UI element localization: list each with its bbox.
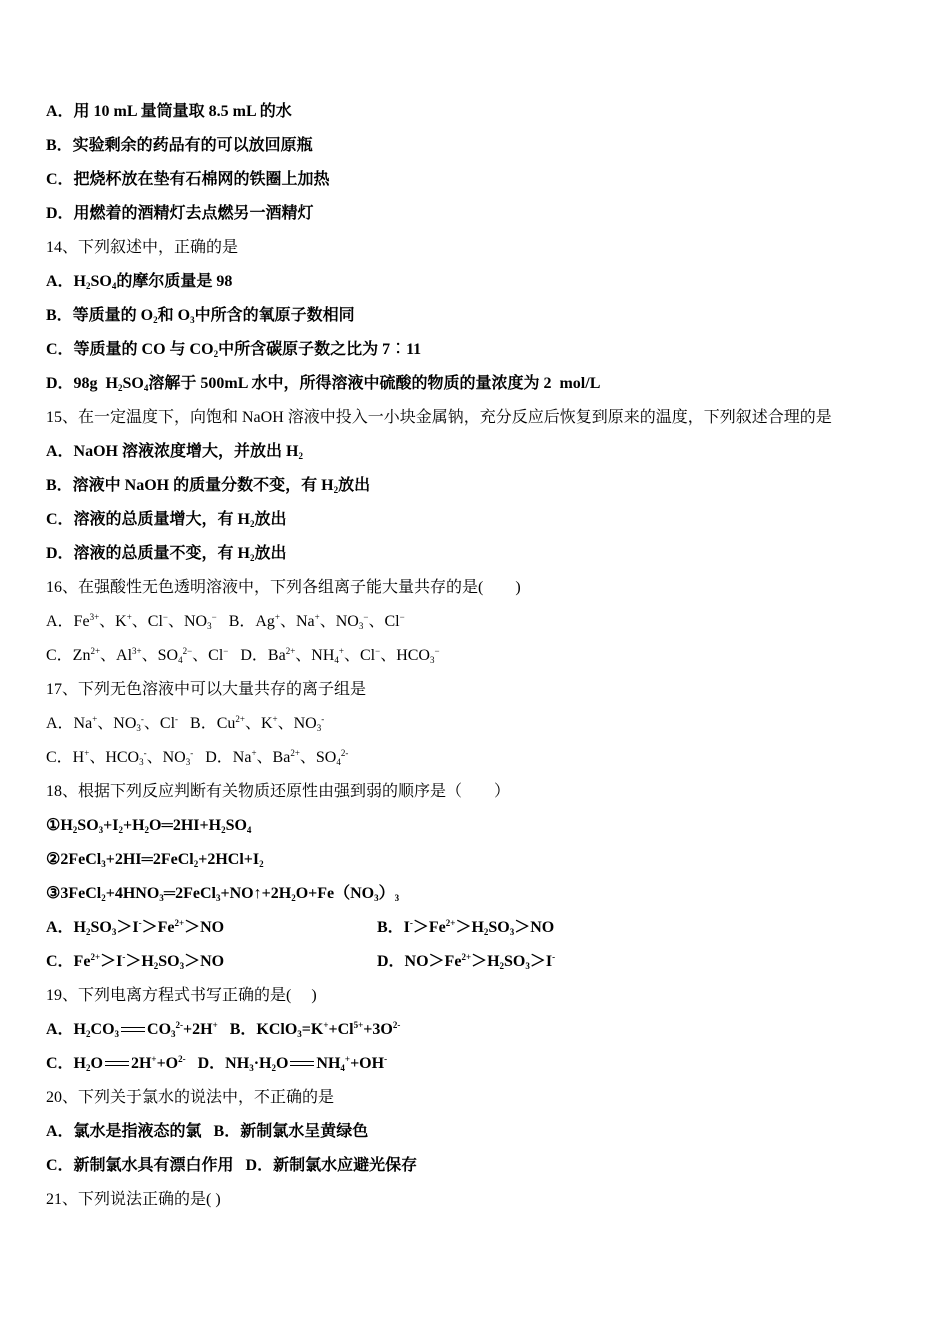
document-line <box>46 1121 368 1143</box>
text-run: C．H <box>46 1055 87 1072</box>
subscript-text: 3 <box>139 757 144 767</box>
text-run: ＞NO <box>184 953 225 970</box>
text-run: SO <box>77 817 99 834</box>
text-run: 2H <box>130 1055 152 1072</box>
supscript-text: - <box>140 714 144 724</box>
text-run: A．H <box>46 919 87 936</box>
document-line <box>46 679 366 701</box>
text-run: SO <box>488 919 510 936</box>
text-run: ＞H <box>455 919 484 936</box>
subscript-text: 3 <box>101 859 106 869</box>
supscript-text: 3+ <box>89 612 100 622</box>
text-run: 中所含的氧原子数相同 <box>194 307 355 324</box>
subscript-text: 3 <box>190 315 195 325</box>
text-run: ＞H <box>125 953 154 970</box>
equilibrium-arrow-icon <box>121 1025 145 1035</box>
supscript-text: - <box>190 748 194 758</box>
subscript-text: 2 <box>271 1063 276 1073</box>
supscript-text: 2+ <box>290 748 300 758</box>
text-run: O <box>275 1055 289 1072</box>
text-run: NH <box>316 1055 341 1072</box>
supscript-text: 2+ <box>174 918 185 928</box>
text-run: SO <box>504 953 526 970</box>
text-run: CO <box>147 1021 172 1038</box>
text-run: ） <box>378 885 395 902</box>
supscript-text: + <box>151 1054 157 1064</box>
text-run: B．I <box>377 919 410 936</box>
subscript-text: 2 <box>144 825 150 835</box>
text-run: 、NO <box>277 715 317 732</box>
text-run: D．用燃着的酒精灯去点燃另一酒精灯 <box>46 205 314 222</box>
text-run: ＞I <box>116 919 139 936</box>
text-run: 放出 <box>254 545 287 562</box>
text-run: 、Cl <box>344 647 376 664</box>
text-run: SO <box>158 953 180 970</box>
subscript-text: 2 <box>86 281 91 291</box>
subscript-text: 4 <box>143 383 149 393</box>
text-run: ·H <box>253 1055 272 1072</box>
supscript-text: 2+ <box>90 952 101 962</box>
document-line <box>46 747 348 769</box>
supscript-text: - <box>321 714 325 724</box>
subscript-text: 2 <box>86 1029 91 1039</box>
subscript-text: 4 <box>336 757 341 767</box>
document-line <box>46 781 510 803</box>
text-run: 14、下列叙述中，正确的是 <box>46 239 239 256</box>
subscript-text: 2 <box>213 349 219 359</box>
text-run: D．Na <box>193 749 252 766</box>
text-run: ＞I <box>529 953 553 970</box>
subscript-text: 3 <box>216 893 221 903</box>
text-run: +H <box>122 817 145 834</box>
supscript-text: + <box>272 714 278 724</box>
text-run: C．把烧杯放在垫有石棉网的铁圈上加热 <box>46 171 330 188</box>
text-run: ＞NO <box>184 919 225 936</box>
text-run: O <box>90 1055 103 1072</box>
text-run: 、Al <box>100 647 133 664</box>
supscript-text: + <box>314 612 320 622</box>
document-line <box>46 645 440 667</box>
text-run: A．H <box>46 273 87 290</box>
text-run: B．KClO <box>217 1021 298 1038</box>
supscript-text: - <box>143 748 147 758</box>
subscript-text: 3 <box>111 927 117 937</box>
text-run: C．Fe <box>46 953 91 970</box>
subscript-text: 2 <box>118 383 123 393</box>
supscript-text: − <box>223 646 229 656</box>
text-run: +I <box>103 817 119 834</box>
text-run: A．Fe <box>46 613 90 630</box>
text-run: 、SO <box>141 647 179 664</box>
supscript-text: - <box>175 714 179 724</box>
text-run: 、K <box>99 613 127 630</box>
document-line <box>46 339 421 361</box>
option-column-2 <box>377 951 555 973</box>
text-run: 、NO <box>167 613 208 630</box>
subscript-text: 2 <box>483 927 489 937</box>
document-line <box>46 985 317 1007</box>
text-run: 15、在一定温度下，向饱和 NaOH 溶液中投入一小块金属钠，充分反应后恢复到原来的温度，下列叙述合理的是 <box>46 409 832 426</box>
document-line <box>46 271 232 293</box>
supscript-text: 2+ <box>461 952 472 962</box>
document-line <box>46 951 556 973</box>
text-run: ③3FeCl <box>46 885 102 902</box>
supscript-text: + <box>212 1020 218 1030</box>
text-run: 溶解于 500mL 水中，所得溶液中硫酸的物质的量浓度为 2 mol/L <box>148 375 601 392</box>
text-run: +2H <box>183 1021 213 1038</box>
subscript-text: 3 <box>114 1029 120 1039</box>
text-run: 、NH <box>295 647 335 664</box>
text-run: 、Cl <box>192 647 224 664</box>
document-line <box>46 883 399 905</box>
subscript-text: 2 <box>72 825 78 835</box>
text-run: 、NO <box>319 613 359 630</box>
subscript-text: 4 <box>178 655 183 665</box>
text-run: +2HI═2FeCl <box>105 851 194 868</box>
text-run: 和 O <box>157 307 191 324</box>
document-line <box>46 305 355 327</box>
subscript-text: 3 <box>374 893 379 903</box>
text-run: 、HCO <box>89 749 140 766</box>
text-run: O+Fe（NO <box>295 885 375 902</box>
supscript-text: + <box>323 1020 329 1030</box>
document-line <box>46 1087 334 1109</box>
text-run: 、SO <box>299 749 337 766</box>
text-run: C．H <box>46 749 85 766</box>
text-run: 、Ba <box>256 749 291 766</box>
supscript-text: − <box>162 612 168 622</box>
subscript-text: 3 <box>171 1029 176 1039</box>
supscript-text: - <box>122 952 126 962</box>
text-run: 16、在强酸性无色透明溶液中，下列各组离子能大量共存的是( ) <box>46 579 521 596</box>
text-run: +4HNO <box>105 885 160 902</box>
subscript-text: 4 <box>111 281 117 291</box>
text-run: A．氯水是指液态的氯 B．新制氯水呈黄绿色 <box>46 1123 369 1140</box>
text-run: ＞Fe <box>141 919 175 936</box>
subscript-text: 2 <box>101 893 106 903</box>
supscript-text: − <box>211 612 217 622</box>
subscript-text: 4 <box>340 1063 345 1073</box>
text-run: 放出 <box>254 511 287 528</box>
supscript-text: 2+ <box>90 646 101 656</box>
subscript-text: 3 <box>358 621 364 631</box>
text-run: D．NH <box>185 1055 250 1072</box>
document-line <box>46 441 303 463</box>
document-line <box>46 1053 387 1075</box>
subscript-text: 2 <box>259 859 264 869</box>
text-run: 放出 <box>338 477 371 494</box>
text-run: 17、下列无色溶液中可以大量共存的离子组是 <box>46 681 367 698</box>
subscript-text: 3 <box>525 961 530 971</box>
subscript-text: 2 <box>298 451 303 461</box>
text-run: SO <box>90 273 112 290</box>
supscript-text: 2+ <box>445 918 456 928</box>
supscript-text: 2− <box>182 646 193 656</box>
text-run: +OH <box>350 1055 385 1072</box>
document-line <box>46 849 264 871</box>
supscript-text: − <box>375 646 381 656</box>
text-run: C．等质量的 CO 与 CO <box>46 341 214 358</box>
supscript-text: 3+ <box>132 646 142 656</box>
document-line <box>46 509 287 531</box>
document-line <box>46 475 370 497</box>
text-run: B．溶液中 NaOH 的质量分数不变，有 H <box>46 477 334 494</box>
text-run: ═2FeCl <box>163 885 216 902</box>
subscript-text: 4 <box>246 825 252 835</box>
text-run: ②2FeCl <box>46 851 102 868</box>
equilibrium-arrow-icon <box>105 1059 129 1069</box>
text-run: 、Na <box>280 613 315 630</box>
option-column-2 <box>377 917 554 939</box>
subscript-text: 2 <box>86 1063 91 1073</box>
text-run: 的摩尔质量是 98 <box>116 273 233 290</box>
subscript-text: 3 <box>136 723 141 733</box>
text-run: 、Cl <box>143 715 176 732</box>
text-run: =K <box>301 1021 324 1038</box>
text-run: 21、下列说法正确的是( ) <box>46 1191 221 1208</box>
supscript-text: + <box>274 612 280 622</box>
subscript-text: 2 <box>499 961 505 971</box>
text-run: 中所含碳原子数之比为 7︰11 <box>218 341 422 358</box>
subscript-text: 3 <box>394 893 400 903</box>
text-run: 19、下列电离方程式书写正确的是( ) <box>46 987 317 1004</box>
document-line <box>46 917 555 939</box>
supscript-text: 2+ <box>285 646 296 656</box>
supscript-text: + <box>84 748 90 758</box>
text-run: 、HCO <box>380 647 430 664</box>
text-run: SO <box>90 919 112 936</box>
supscript-text: - <box>409 918 413 928</box>
subscript-text: 3 <box>185 757 191 767</box>
text-run: +2HCl+I <box>198 851 260 868</box>
text-run: C．新制氯水具有漂白作用 D．新制氯水应避光保存 <box>46 1157 418 1174</box>
text-run: SO <box>122 375 144 392</box>
subscript-text: 2 <box>118 825 123 835</box>
document-line <box>46 1189 221 1211</box>
subscript-text: 3 <box>509 927 515 937</box>
supscript-text: 2- <box>175 1020 184 1030</box>
subscript-text: 3 <box>430 655 435 665</box>
text-run: +3O <box>363 1021 393 1038</box>
subscript-text: 2 <box>250 519 255 529</box>
text-run: ＞Fe <box>412 919 446 936</box>
text-run: D．98g H <box>46 375 119 392</box>
subscript-text: 3 <box>249 1063 254 1073</box>
text-run: A．H <box>46 1021 87 1038</box>
subscript-text: 3 <box>179 961 185 971</box>
subscript-text: 2 <box>153 315 158 325</box>
document-line <box>46 135 313 157</box>
subscript-text: 2 <box>153 961 159 971</box>
text-run: +O <box>156 1055 179 1072</box>
supscript-text: - <box>384 1054 388 1064</box>
document-line <box>46 815 251 837</box>
text-run: B．Ag <box>216 613 275 630</box>
text-run: D．NO＞Fe <box>377 953 462 970</box>
supscript-text: − <box>434 646 440 656</box>
text-run: 、NO <box>97 715 137 732</box>
text-run: CO <box>90 1021 115 1038</box>
subscript-text: 2 <box>221 825 226 835</box>
text-run: A．Na <box>46 715 93 732</box>
supscript-text: 2- <box>392 1020 401 1030</box>
text-run: B．实验剩余的药品有的可以放回原瓶 <box>46 137 313 154</box>
text-run: +Cl <box>328 1021 354 1038</box>
text-run: ＞NO <box>514 919 555 936</box>
text-run: 、NO <box>146 749 186 766</box>
text-run: B．Cu <box>178 715 236 732</box>
supscript-text: + <box>338 646 344 656</box>
supscript-text: - <box>138 918 142 928</box>
document-line <box>46 407 832 429</box>
supscript-text: 2+ <box>235 714 245 724</box>
supscript-text: − <box>399 612 405 622</box>
supscript-text: 2- <box>178 1054 186 1064</box>
supscript-text: + <box>344 1054 351 1064</box>
subscript-text: 2 <box>291 893 296 903</box>
text-run: ＞I <box>100 953 123 970</box>
text-run: D．溶液的总质量不变，有 H <box>46 545 251 562</box>
text-run: C．溶液的总质量增大，有 H <box>46 511 251 528</box>
subscript-text: 3 <box>297 1029 302 1039</box>
supscript-text: + <box>251 748 257 758</box>
text-run: +NO↑+2H <box>220 885 292 902</box>
supscript-text: 5+ <box>353 1020 364 1030</box>
subscript-text: 3 <box>207 621 212 631</box>
supscript-text: − <box>363 612 369 622</box>
subscript-text: 2 <box>86 927 91 937</box>
subscript-text: 3 <box>98 825 104 835</box>
document-line <box>46 611 405 633</box>
text-run: D．Ba <box>228 647 286 664</box>
text-run: A．用 10 mL 量筒量取 8.5 mL 的水 <box>46 103 292 120</box>
document-line <box>46 577 521 599</box>
text-run: 、Cl <box>368 613 400 630</box>
document-line <box>46 1019 400 1041</box>
document-line <box>46 543 287 565</box>
text-run: O═2HI+H <box>149 817 222 834</box>
text-run: 、Cl <box>131 613 163 630</box>
document-line <box>46 101 292 123</box>
text-run: B．等质量的 O <box>46 307 154 324</box>
document-line <box>46 713 324 735</box>
text-run: ①H <box>46 817 73 834</box>
subscript-text: 3 <box>316 723 322 733</box>
supscript-text: + <box>126 612 132 622</box>
subscript-text: 2 <box>193 859 199 869</box>
supscript-text: + <box>92 714 98 724</box>
subscript-text: 3 <box>159 893 164 903</box>
text-run: 、K <box>244 715 273 732</box>
subscript-text: 2 <box>333 485 339 495</box>
subscript-text: 2 <box>250 553 255 563</box>
text-run: 20、下列关于氯水的说法中，不正确的是 <box>46 1089 335 1106</box>
document-line <box>46 1155 417 1177</box>
document-line <box>46 169 330 191</box>
supscript-text: 2- <box>340 748 349 758</box>
text-run: ＞H <box>471 953 500 970</box>
text-run: 18、根据下列反应判断有关物质还原性由强到弱的顺序是（ ） <box>46 783 511 800</box>
text-run: SO <box>225 817 247 834</box>
supscript-text: - <box>552 952 556 962</box>
document-line <box>46 203 314 225</box>
text-run: C．Zn <box>46 647 91 664</box>
subscript-text: 4 <box>334 655 339 665</box>
document-line <box>46 373 600 395</box>
text-run: A．NaOH 溶液浓度增大，并放出 H <box>46 443 299 460</box>
equilibrium-arrow-icon <box>290 1059 314 1069</box>
document-line <box>46 237 238 259</box>
